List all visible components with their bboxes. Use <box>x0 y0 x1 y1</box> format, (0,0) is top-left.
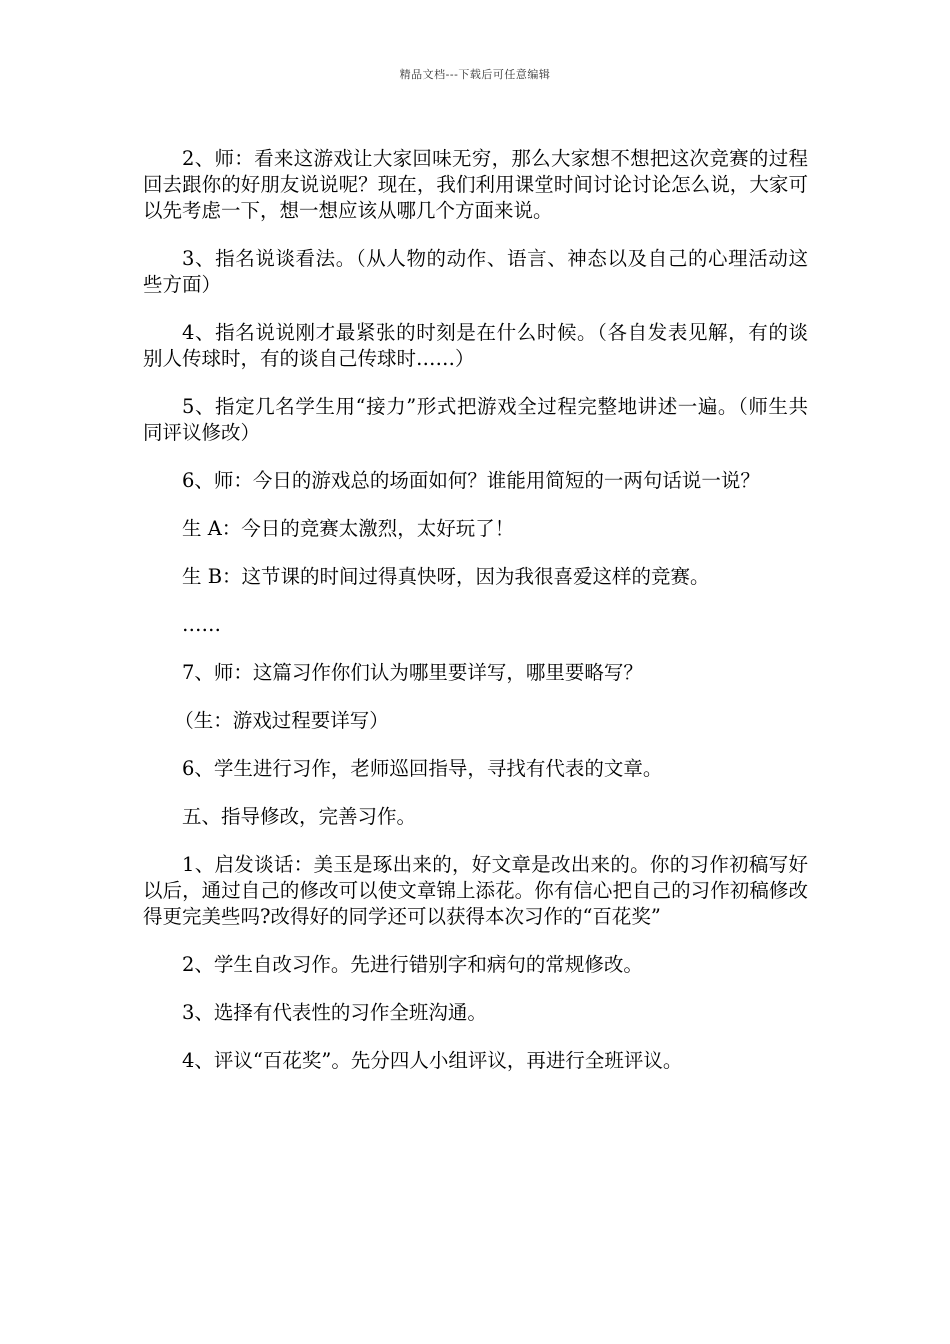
paragraph-7: 生 B：这节课的时间过得真快呀，因为我很喜爱这样的竞赛。 <box>182 565 710 588</box>
paragraph-10: （生：游戏过程要详写） <box>174 709 389 732</box>
paragraph-6: 生 A：今日的竞赛太激烈，太好玩了！ <box>182 517 515 540</box>
document-body <box>143 146 808 1096</box>
paragraph-1: 2、师：看来这游戏让大家回味无穷，那么大家想不想把这次竞赛的过程回去跟你的好朋友说说呢？现在，我们利用课堂时间讨论讨论怎么说，大家可以先考虑一下，想一想应该从哪几个方面来说。 <box>143 147 808 222</box>
paragraph-9: 7、师：这篇习作你们认为哪里要详写，哪里要略写？ <box>182 661 643 684</box>
paragraph-13: 1、启发谈话：美玉是琢出来的，好文章是改出来的。你的习作初稿写好以后，通过自己的修改可以使文章锦上添花。你有信心把自己的习作初稿修改得更完美些吗?改得好的同学还可以获得本次习作的“百花奖” <box>143 853 808 928</box>
paragraph-3: 4、指名说说刚才最紧张的时刻是在什么时候。（各自发表见解，有的谈别人传球时，有的谈自己传球时……） <box>143 321 808 370</box>
paragraph-14: 2、学生自改习作。先进行错别字和病句的常规修改。 <box>182 953 643 976</box>
paragraph-16: 4、评议“百花奖”。先分四人小组评议，再进行全班评议。 <box>182 1049 683 1072</box>
paragraph-4: 5、指定几名学生用“接力”形式把游戏全过程完整地讲述一遍。（师生共同评议修改） <box>143 395 808 444</box>
paragraph-11: 6、学生进行习作，老师巡回指导，寻找有代表的文章。 <box>182 757 663 780</box>
paragraph-12: 五、指导修改，完善习作。 <box>182 805 417 828</box>
page-header: 精品文档---下载后可任意编辑 <box>399 68 551 81</box>
paragraph-15: 3、选择有代表性的习作全班沟通。 <box>182 1001 487 1024</box>
paragraph-2: 3、指名说谈看法。（从人物的动作、语言、神态以及自己的心理活动这些方面） <box>143 247 808 296</box>
paragraph-5: 6、师：今日的游戏总的场面如何？谁能用简短的一两句话说一说？ <box>182 469 760 492</box>
paragraph-8: …… <box>182 613 221 636</box>
